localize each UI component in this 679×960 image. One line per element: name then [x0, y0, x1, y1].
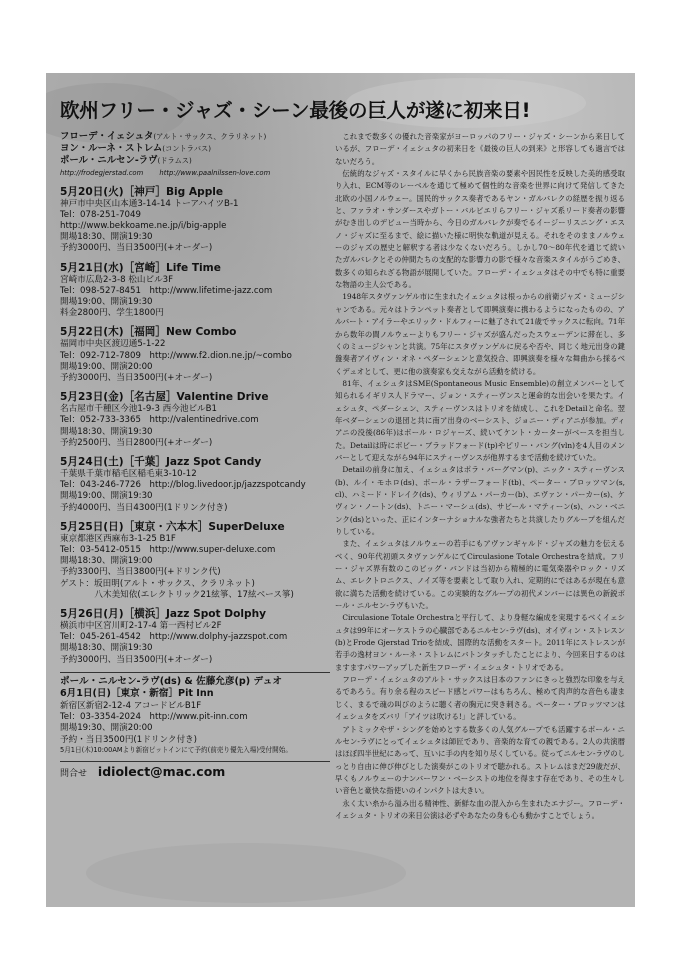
article-paragraph: これまで数多くの優れた音楽家がヨーロッパのフリー・ジャズ・シーンから来日しているが、フローデ・イェシュタの初来日を《最後の巨人の到来》と形容しても過言ではないだろう。 [335, 132, 625, 166]
musician-item: フローデ・イェシュタ(アルト・サックス、クラリネット) [60, 131, 267, 142]
show-detail: 福岡市中央区渡辺通5-1-22 [60, 339, 166, 350]
show-detail: 開場19:00、開演19:30 [60, 297, 153, 308]
show-date-venue: 5月26日(月)［横浜］Jazz Spot Dolphy [60, 608, 267, 621]
show-detail: 開場19:30、開演20:00 [60, 723, 153, 734]
duo-date-venue: 6月1日(日)［東京・新宿］Pit Inn [60, 688, 214, 700]
show-entry [60, 607, 330, 666]
show-entry [60, 185, 330, 255]
show-date-venue: 5月25日(日)［東京・六本木］SuperDeluxe [60, 520, 285, 533]
show-entry [60, 455, 330, 514]
headline: 欧州フリー・ジャズ・シーン最後の巨人が遂に初来日! [60, 99, 531, 122]
musician-item: ポール・ニルセン-ラヴ(ドラムス) [60, 155, 192, 166]
show-detail: 千葉県千葉市稲毛区稲毛東3-10-12 [60, 469, 197, 480]
article-column [335, 131, 625, 901]
show-detail: 神戸市中央区山本通3-14-14 トーアハイツB-1 [60, 198, 239, 209]
musician-item: ヨン・ルーネ・ストレム(コントラバス) [60, 143, 212, 154]
show-date-venue: 5月21日(水)［宮崎］Life Time [60, 261, 221, 274]
show-detail: 新宿区新宿2-12-4 アコードビルB1F [60, 700, 202, 711]
article-paragraph: また、イェシュタはノルウェーの若手にもアヴァンギャルド・ジャズの魅力を伝えるべく、90年代初頭スタヴァンゲルにてCirculasione Totale Orchestraを結成。フリー・ジャズ界有数のこのビッグ・バンドは当初から精極的に電気楽器やロック・リズム、エレクトロニクス、ノイズ等を要素として取り入れ、定期的にではあるが現在も意欲に満ちた活動を続けている。この実験的なグループの初代メンバーには異色の新鋭ポール・ニルセン-ラヴもいた。 [335, 539, 625, 611]
show-detail: 開場18:30、開演19:30 [60, 232, 153, 243]
article-paragraph: フローデ・イェシュタのアルト・サックスは日本のファンにきっと強烈な印象を与えるであろう。有り余る程のスピード感とパワーはもちろん、極めて肉声的な音色も凄まじく、まるで魂の叫びのように聴く者の胸元に突き刺さる。ペーター・ブロッツマンはイェシュタをズバリ「アイツは吹ける!」と評している。 [335, 675, 625, 722]
show-detail: Tel：098-527-8451 http://www.lifetime-jazz.com [60, 285, 273, 296]
show-detail: Tel：078-251-7049 [60, 209, 141, 220]
show-detail: 予約2500円、当日2800円(+オーダー) [60, 437, 213, 448]
show-detail: 宮崎市広島2-3-8 松山ビル3F [60, 274, 174, 285]
show-entry [60, 520, 330, 601]
show-date-venue: 5月20日(火)［神戸］Big Apple [60, 185, 224, 198]
article-paragraph: アトミックやザ・シングを始めとする数多くの人気グループでも活躍するポール・ニルセン-ラヴにとってイェシュタは師匠であり、音楽的な育ての親である。2人の共演暦はほぼ四半世紀にあって、互いに手の内を知り尽くしている。従ってニルセン-ラヴのしっとり自由に伸び伸びとした演奏がこのトリオで聴かれる。ストレムはまだ29歳だが、早くもノルウェーのナンバーワン・ベーシストの地位を得ます存在であり、その生々しい音色と豪快な指使いのインパクトは大きい。 [335, 724, 625, 796]
show-detail: 横浜市中区宮川町2-17-4 第一西村ビル2F [60, 621, 222, 632]
article-paragraph: 1948年スタヴァンゲル市に生まれたイェシュタは根っからの前衛ジャズ・ミュージシャンである。元々はトランペット奏者として即興演奏に携わるようになったものの、アルバート・アイラーやエリック・ドルフィーに魅了されて21歳でサックスに転向。71年から数年の間ノルウェーよりもフリー・ジャズが盛んだったスウェーデンに滞在し、多くのミュージシャンと共演。75年にスタヴァンゲルに戻るや否や、同じく地元出身の鍵盤奏者アイヴィン・オネ・ペダーシェンと意気投合、即興演奏を様々な舞曲から採るべくデュオとして、更に他の演奏家も交えながら活動を続ける。 [335, 292, 625, 376]
musician-list [60, 131, 330, 167]
contact-label: 問合せ [60, 768, 88, 779]
show-detail: 予約3300円、当日3800円(+ドリンク代) [60, 567, 221, 578]
show-detail: Tel：045-261-4542 http://www.dolphy-jazzspot.com [60, 632, 288, 643]
article-paragraph: Detailの前身に加え、イェシュタはポラ・バーグマン(p)、ニック・スティーヴンス(b)、ルイ・モホロ(ds)、ボール・ラザーフォード(tb)、ペーター・ブロッツマン(s, cl)、ハミード・ドレイク(ds)、ウィリアム・パーカー(b)、エヴァン・パーカー(s)、ケヴィン・ノートン(ds)、トニー・マーシュ(ds)、サビール・マティーン(s)、ハン・ベニンク(ds)といった、正にインターナショナルな強者たちと共演したりグループを組んだりしている。 [335, 465, 625, 536]
show-detail[interactable]: http://www.bekkoame.ne.jp/i/big-apple [60, 221, 227, 231]
article-paragraph: 81年、イェシュタはSME(Spontaneous Music Ensemble)の創立メンバーとして知られるイギリス人ドラマー、ジョン・スティーヴンスと運命的な出会いを果たす。イェシュタ、ペダーシェン、スティーヴンスはトリオを結成し、これをDetailと命名。翌年ベダーシェンの退団と共に南ア出身のベーシスト、ジョニー・ディアニが参加。ディアニの没後(86年)はボール・ロジャーズ、続いてケント・カーターがベースを担当した。Detailは時にボビー・ブラッドフォード(tp)やピリー・バング(vln)を4人目のメンバーとして迎えながら94年にスティーヴンスが他界するまで活動を続けていた。 [335, 378, 625, 462]
show-detail: 予約3000円、当日3500円(+オーダー) [60, 654, 213, 665]
show-detail: 料金2800円、学生1800円 [60, 308, 164, 319]
website-link[interactable]: http://frodegjerstad.com [60, 169, 144, 177]
show-detail: 予約3000円、当日3500円(+オーダー) [60, 243, 213, 254]
contact-email[interactable]: idiolect@mac.com [97, 763, 226, 779]
show-detail: 名古屋市千種区今池1-9-3 西今池ビルB1 [60, 404, 218, 415]
duo-title: ポール・ニルセン-ラヴ(ds) & 佐藤允彦(p) デュオ [60, 675, 282, 687]
website-links [60, 168, 330, 180]
flyer [46, 73, 635, 907]
article-paragraph: 伝統的なジャズ・スタイルに早くから民族音楽の要素や因民性を反映した美的感受取り入れ、ECM等のレーベルを通じて極めて個性的な音楽を世界に向けて発信してきた北欧の小国ノルウェー。国民的サックス奏者であるヤン・ガルバレクの経歴を振り返ると、ファラオ・サンダースやガトー・バルビエリらフリー・ジャズ系リード奏者の影響がむき出しのデビュー当時から、今日のガルバレクが奏でるイージーリスニング・エスノ・ジャズに至るまで、絵に描いた様に明快な軌道が見える。それをそのままノルウェーのジャズの歴史と解釈する者は少なくないだろう。しかし70〜80年代を通じて続いたガルバレクとその仲間たちの支配的な影響力の影で様々な音楽スタイルがうごめき、数多くの知られざる物語が展開していた。フローデ・イェシュタはその中でも特に重要な物語の主人公である。 [335, 169, 625, 290]
article-paragraph: 永く太い糸から溢み出る精神性、新鮮な血の混入から生まれたエナジー。フローデ・イェシュタ・トリオの来日公演は必ずやあなたの身も心も動かすことでしょう。 [335, 798, 625, 820]
show-entry [60, 325, 330, 384]
show-detail: 予約4000円、当日4300円(1ドリンク付き) [60, 502, 228, 513]
show-entry [60, 261, 330, 320]
show-date-venue: 5月23日(金)［名古屋］Valentine Drive [60, 391, 269, 404]
show-detail: ゲスト：坂田明(アルト・サックス、クラリネット) [60, 578, 255, 589]
show-detail: 開場19:00、開演20:00 [60, 361, 153, 372]
show-detail: Tel：03-5412-0515 http://www.super-deluxe.com [60, 545, 276, 556]
show-detail: 八木美知依(エレクトリック21絃箏、17絃ベース箏) [60, 589, 294, 600]
article-paragraph: Circulasione Totale Orchestraと平行して、より身軽な編成を実現するべくイェシュタは99年にオーケストラの心臓部であるニルセン-ラヴ(ds)、オイヴィン・ストレスン(b)とFrode Gjerstad Trioを結成、国際的な活動をスタート。2011年にストレスンが若手の逸材ヨン・ルーネ・ストレムにバトンタッチしたことにより、今回来日するのはますますパワーアップした新生フローデ・イェシュタ・トリオである。 [335, 613, 625, 672]
contact-line [60, 761, 330, 781]
show-detail: 予約3000円、当日3500円(+オーダー) [60, 373, 213, 384]
show-detail: Tel：092-712-7809 http://www.f2.dion.ne.jp/~combo [60, 350, 292, 361]
tour-info-column [60, 131, 330, 780]
show-date-venue: 5月24日(土)［千葉］Jazz Spot Candy [60, 456, 262, 469]
show-detail: 開場18:30、開演19:30 [60, 643, 153, 654]
show-detail: Tel：052-733-3365 http://valentinedrive.com [60, 415, 259, 426]
show-detail: 開場19:00、開演19:30 [60, 491, 153, 502]
show-detail: Tel：03-3354-2024 http://www.pit-inn.com [60, 712, 248, 723]
show-detail: 開場18:30、開演19:00 [60, 556, 153, 567]
show-detail: 予約・当日3500円(1ドリンク付き) [60, 734, 197, 745]
show-detail: 東京都港区西麻布3-1-25 B1F [60, 533, 176, 544]
show-date-venue: 5月22日(木)［福岡］New Combo [60, 326, 237, 339]
show-entry [60, 390, 330, 449]
show-detail: Tel：043-246-7726 http://blog.livedoor.jp/jazzspotcandy [60, 480, 306, 491]
duo-show-entry [60, 672, 330, 755]
show-detail: 開場18:30、開演19:30 [60, 426, 153, 437]
reservation-note: 5月1日(木)10:00AMより新宿ピットインにて予約(前売り優先入場)受付開始。 [60, 745, 292, 754]
website-link[interactable]: http://www.paalnilssen-love.com [159, 169, 271, 177]
